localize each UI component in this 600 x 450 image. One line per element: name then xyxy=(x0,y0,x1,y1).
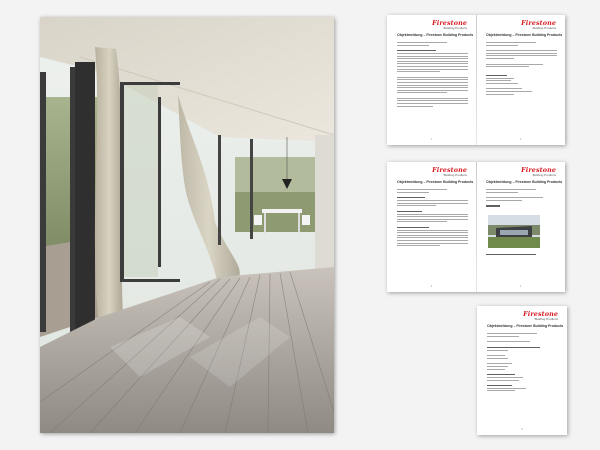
text-block xyxy=(487,333,558,393)
logo-subtitle: Building Products xyxy=(532,26,556,30)
logo-subtitle: Building Products xyxy=(443,26,467,30)
text-block xyxy=(397,189,468,248)
document-title: Objektmeldung – Firestone Building Products xyxy=(397,180,474,184)
text-block xyxy=(397,42,468,108)
page-number: 5 xyxy=(521,428,523,431)
document-title: Objektmeldung – Firestone Building Products xyxy=(486,33,563,37)
text-block xyxy=(486,254,557,257)
document-page xyxy=(387,162,476,292)
firestone-logo: Firestone xyxy=(521,19,556,27)
logo-subtitle: Building Products xyxy=(534,317,558,321)
interior-photo xyxy=(40,17,334,433)
page-number: 2 xyxy=(519,138,522,141)
document-page xyxy=(476,162,565,292)
building-photo xyxy=(488,215,540,248)
text-block xyxy=(486,189,557,208)
document-title: Objektmeldung – Firestone Building Products xyxy=(487,324,564,328)
logo-subtitle: Building Products xyxy=(532,173,556,177)
firestone-logo: Firestone xyxy=(523,310,558,318)
document-spread-2[interactable] xyxy=(387,162,565,292)
document-spread-3[interactable] xyxy=(477,306,567,435)
document-title: Objektmeldung – Firestone Building Products xyxy=(397,33,474,37)
document-page xyxy=(387,15,476,145)
document-title: Objektmeldung – Firestone Building Products xyxy=(486,180,563,184)
firestone-logo: Firestone xyxy=(521,166,556,174)
firestone-logo: Firestone xyxy=(432,19,467,27)
document-spread-1[interactable] xyxy=(387,15,565,145)
document-page xyxy=(476,15,565,145)
page-number: 3 xyxy=(430,285,433,288)
logo-subtitle: Building Products xyxy=(443,173,467,177)
document-page xyxy=(477,306,567,435)
page-number: 4 xyxy=(519,285,522,288)
main-photo-page[interactable] xyxy=(40,17,334,433)
text-block xyxy=(486,42,557,96)
page-number: 1 xyxy=(430,138,433,141)
firestone-logo: Firestone xyxy=(432,166,467,174)
